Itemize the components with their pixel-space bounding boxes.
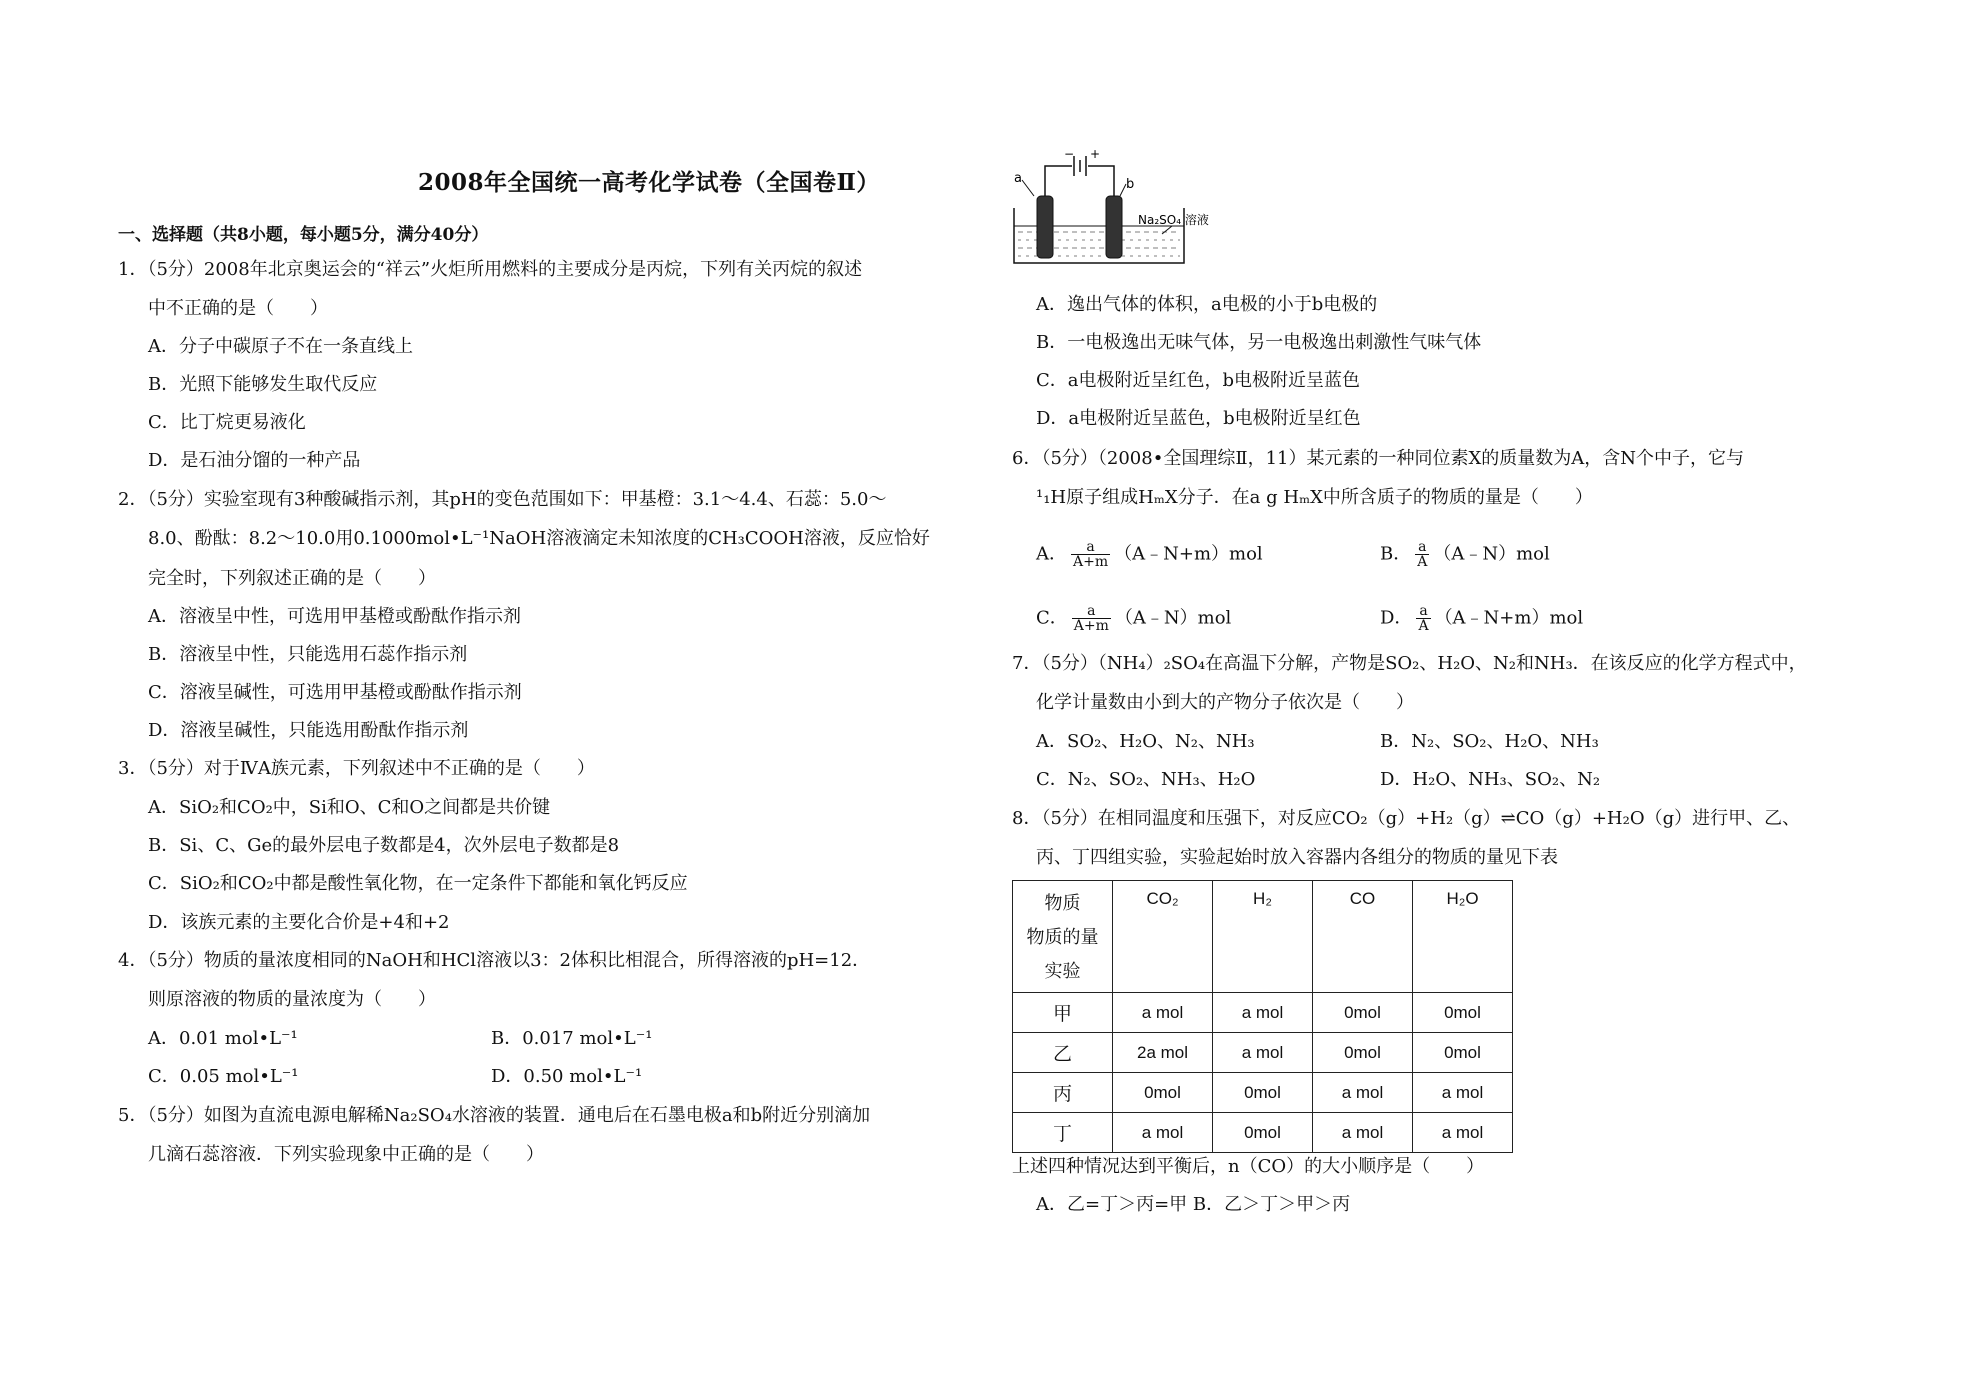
q3-option-a: A．SiO₂和CO₂中，Si和O、C和O之间都是共价键 xyxy=(148,797,551,818)
q3-option-d: D．该族元素的主要化合价是+4和+2 xyxy=(148,912,450,933)
q6-option-c-denominator: A+m xyxy=(1073,618,1109,634)
q8-options-ab: A．乙=丁＞丙=甲 B．乙＞丁＞甲＞丙 xyxy=(1036,1194,1351,1215)
table-cell: 0mol xyxy=(1213,1113,1313,1153)
table-cell: a mol xyxy=(1213,993,1313,1033)
q1-stem-line1: 1．（5分）2008年北京奥运会的“祥云”火炬所用燃料的主要成分是丙烷，下列有关丙烷的叙述 xyxy=(118,259,863,280)
q1-option-b: B．光照下能够发生取代反应 xyxy=(148,374,378,395)
column-header-h2: H₂ xyxy=(1213,881,1313,993)
table-cell: a mol xyxy=(1313,1073,1413,1113)
electrolysis-diagram xyxy=(1012,148,1252,270)
q6-option-a-fraction xyxy=(1071,540,1110,569)
q7-stem-line2: 化学计量数由小到大的产物分子依次是（ ） xyxy=(1036,692,1414,713)
q6-option-d-numerator: a xyxy=(1416,604,1430,619)
table-cell: a mol xyxy=(1413,1113,1513,1153)
column-header-co: CO xyxy=(1313,881,1413,993)
electrode-b-label: b xyxy=(1126,177,1135,192)
q7-option-d: D．H₂O、NH₃、SO₂、N₂ xyxy=(1380,769,1601,790)
table-cell: 0mol xyxy=(1113,1073,1213,1113)
q6-option-d xyxy=(1380,604,1583,633)
q7-option-b: B．N₂、SO₂、H₂O、NH₃ xyxy=(1380,731,1599,752)
table-cell: a mol xyxy=(1113,1113,1213,1153)
electrode-b xyxy=(1106,196,1122,258)
section-heading: 一、选择题（共8小题，每小题5分，满分40分） xyxy=(118,225,489,245)
positive-terminal-label: + xyxy=(1090,148,1101,161)
q8-stem-line1: 8．（5分）在相同温度和压强下，对反应CO₂（g）+H₂（g）⇌CO（g）+H₂O（g）进行甲、乙、 xyxy=(1012,808,1801,829)
q6-option-b-fraction xyxy=(1415,540,1429,569)
q5-option-a: A．逸出气体的体积，a电极的小于b电极的 xyxy=(1036,294,1378,315)
q3-stem: 3．（5分）对于ⅣA族元素，下列叙述中不正确的是（ ） xyxy=(118,758,595,779)
exam-title: 2008年全国统一高考化学试卷（全国卷Ⅱ） xyxy=(418,169,880,196)
q4-option-c: C．0.05 mol•L⁻¹ xyxy=(148,1066,299,1087)
header-line-substance: 物质 xyxy=(1044,893,1081,914)
q5-option-b: B．一电极逸出无味气体，另一电极逸出刺激性气味气体 xyxy=(1036,332,1482,353)
q7-stem-line1: 7．（5分）（NH₄）₂SO₄在高温下分解，产物是SO₂、H₂O、N₂和NH₃．在该反应的化学方程式中， xyxy=(1012,653,1807,674)
electrode-a-label: a xyxy=(1014,171,1022,186)
table-row xyxy=(1013,1033,1513,1073)
q2-option-a: A．溶液呈中性，可选用甲基橙或酚酞作指示剂 xyxy=(148,606,521,627)
table-row xyxy=(1013,1113,1513,1153)
electrode-a xyxy=(1037,196,1053,258)
table-header-row xyxy=(1013,881,1513,993)
q2-stem-line3: 完全时，下列叙述正确的是（ ） xyxy=(148,568,436,589)
q2-option-c: C．溶液呈碱性，可选用甲基橙或酚酞作指示剂 xyxy=(148,682,522,703)
header-line-experiment: 实验 xyxy=(1044,961,1081,982)
q4-stem-line2: 则原溶液的物质的量浓度为（ ） xyxy=(148,989,436,1010)
q6-option-a xyxy=(1036,540,1263,569)
table-cell: 2a mol xyxy=(1113,1033,1213,1073)
header-line-amount: 物质的量 xyxy=(1026,927,1099,948)
q6-option-c xyxy=(1036,604,1231,633)
q6-option-d-fraction xyxy=(1416,604,1430,633)
table-row xyxy=(1013,993,1513,1033)
q6-option-a-rest: （A﹣N+m）mol xyxy=(1114,543,1263,565)
q6-stem-line1: 6．（5分）（2008•全国理综Ⅱ，11）某元素的一种同位素X的质量数为A，含N个中子，它与 xyxy=(1012,448,1745,469)
q1-stem-line2: 中不正确的是（ ） xyxy=(148,298,328,319)
solution-label: Na₂SO₄ 溶液 xyxy=(1138,213,1209,227)
q1-option-d: D．是石油分馏的一种产品 xyxy=(148,450,361,471)
q6-option-a-denominator: A+m xyxy=(1073,554,1109,570)
table-cell: a mol xyxy=(1113,993,1213,1033)
q6-option-d-denominator: A xyxy=(1418,618,1429,634)
q8-stem-line3: 上述四种情况达到平衡后，n（CO）的大小顺序是（ ） xyxy=(1012,1156,1485,1177)
column-header-co2: CO₂ xyxy=(1113,881,1213,993)
row-label-ding: 丁 xyxy=(1013,1113,1113,1153)
column-header-h2o: H₂O xyxy=(1413,881,1513,993)
q5-stem-line2: 几滴石蕊溶液．下列实验现象中正确的是（ ） xyxy=(148,1144,544,1165)
q1-option-c: C．比丁烷更易液化 xyxy=(148,412,306,433)
q6-option-c-numerator: a xyxy=(1072,604,1111,619)
q8-stem-line2: 丙、丁四组实验，实验起始时放入容器内各组分的物质的量见下表 xyxy=(1036,847,1558,868)
q6-option-b-denominator: A xyxy=(1417,554,1428,570)
negative-terminal-label: − xyxy=(1064,148,1075,161)
table-cell: 0mol xyxy=(1213,1073,1313,1113)
q4-stem-line1: 4．（5分）物质的量浓度相同的NaOH和HCl溶液以3：2体积比相混合，所得溶液的pH=12． xyxy=(118,950,871,971)
q6-stem-line2: ¹₁H原子组成HₘX分子．在a g HₘX中所含质子的物质的量是（ ） xyxy=(1036,487,1593,508)
q4-option-a: A．0.01 mol•L⁻¹ xyxy=(148,1028,298,1049)
q4-option-d: D．0.50 mol•L⁻¹ xyxy=(491,1066,643,1087)
row-label-bing: 丙 xyxy=(1013,1073,1113,1113)
q5-stem-line1: 5．（5分）如图为直流电源电解稀Na₂SO₄水溶液的装置．通电后在石墨电极a和b附近分别滴加 xyxy=(118,1105,871,1126)
q6-option-b-label: B． xyxy=(1380,543,1412,565)
table-cell: 0mol xyxy=(1313,1033,1413,1073)
q3-option-c: C．SiO₂和CO₂中都是酸性氧化物，在一定条件下都能和氧化钙反应 xyxy=(148,873,688,894)
table-corner-header xyxy=(1013,881,1113,993)
q3-option-b: B．Si、C、Ge的最外层电子数都是4，次外层电子数都是8 xyxy=(148,835,620,856)
q6-option-a-numerator: a xyxy=(1071,540,1110,555)
table-cell: a mol xyxy=(1313,1113,1413,1153)
q6-option-a-label: A． xyxy=(1036,543,1067,565)
q6-option-b xyxy=(1380,540,1550,569)
table-cell: 0mol xyxy=(1413,993,1513,1033)
q7-option-c: C．N₂、SO₂、NH₃、H₂O xyxy=(1036,769,1256,790)
table-row xyxy=(1013,1073,1513,1113)
q6-option-b-rest: （A﹣N）mol xyxy=(1433,543,1550,565)
q6-option-b-numerator: a xyxy=(1415,540,1429,555)
q5-option-c: C．a电极附近呈红色，b电极附近呈蓝色 xyxy=(1036,370,1361,391)
table-cell: 0mol xyxy=(1313,993,1413,1033)
q2-stem-line2: 8.0、酚酞：8.2～10.0用0.1000mol•L⁻¹NaOH溶液滴定未知浓度的CH₃COOH溶液，反应恰好 xyxy=(148,528,930,549)
q5-option-d: D．a电极附近呈蓝色，b电极附近呈红色 xyxy=(1036,408,1361,429)
q6-option-d-rest: （A﹣N+m）mol xyxy=(1434,607,1584,629)
q1-option-a: A．分子中碳原子不在一条直线上 xyxy=(148,336,413,357)
q2-option-d: D．溶液呈碱性，只能选用酚酞作指示剂 xyxy=(148,720,469,741)
q4-option-b: B．0.017 mol•L⁻¹ xyxy=(491,1028,653,1049)
table-cell: a mol xyxy=(1413,1073,1513,1113)
row-label-yi: 乙 xyxy=(1013,1033,1113,1073)
row-label-jia: 甲 xyxy=(1013,993,1113,1033)
q2-option-b: B．溶液呈中性，只能选用石蕊作指示剂 xyxy=(148,644,468,665)
q6-option-d-label: D． xyxy=(1380,607,1413,629)
table-cell: a mol xyxy=(1213,1033,1313,1073)
q2-stem-line1: 2．（5分）实验室现有3种酸碱指示剂，其pH的变色范围如下：甲基橙：3.1～4.4、石蕊：5.0～ xyxy=(118,489,887,510)
table-cell: 0mol xyxy=(1413,1033,1513,1073)
q8-data-table xyxy=(1012,880,1513,1153)
q6-option-c-label: C． xyxy=(1036,607,1068,629)
q6-option-c-fraction xyxy=(1072,604,1111,633)
q7-option-a: A．SO₂、H₂O、N₂、NH₃ xyxy=(1036,731,1255,752)
q6-option-c-rest: （A﹣N）mol xyxy=(1114,607,1232,629)
